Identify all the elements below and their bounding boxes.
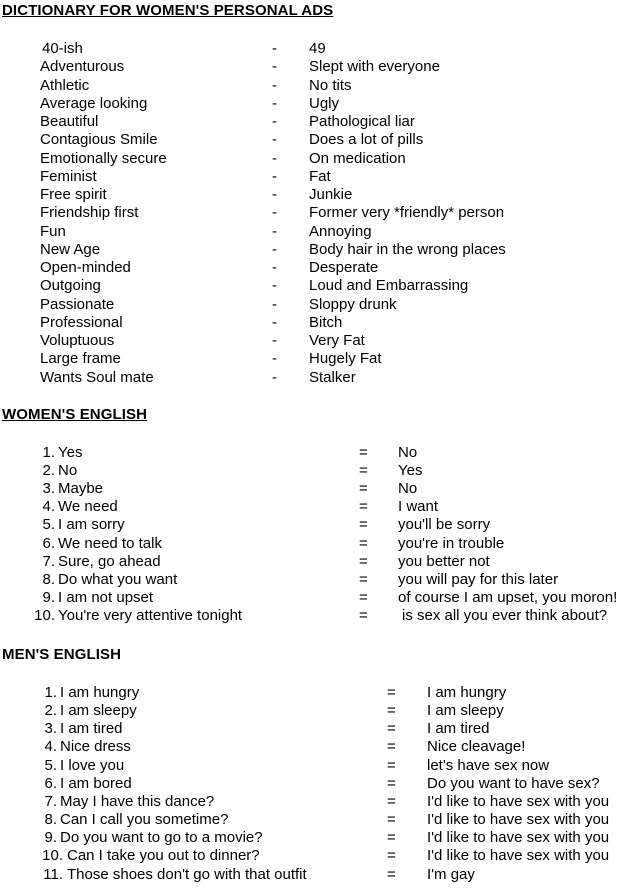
separator: - [272, 313, 277, 331]
ad-meaning: Junkie [309, 186, 353, 203]
ad-meaning: Body hair in the wrong places [309, 240, 506, 258]
item-number: 1. [44, 684, 57, 701]
item-number: 11. [43, 865, 63, 883]
phrase: Maybe [58, 480, 104, 498]
list-item [0, 589, 641, 607]
equals-sign: = [387, 684, 396, 701]
phrase: I am not upset [58, 588, 154, 606]
meaning: No [398, 444, 418, 461]
separator: - [272, 295, 277, 313]
list-item [0, 259, 641, 277]
list-item [0, 829, 641, 847]
meaning: you better not [398, 552, 490, 570]
list-item [0, 168, 641, 186]
equals-sign: = [359, 606, 368, 624]
list-item [0, 866, 641, 884]
meaning: I'd like to have sex with you [427, 811, 610, 829]
item-number: 4. [44, 738, 57, 756]
ad-meaning: Pathological liar [309, 113, 415, 130]
ad-meaning: Does a lot of pills [309, 131, 424, 149]
meaning: of course I am upset, you moron! [398, 588, 618, 606]
item-number: 4. [42, 498, 55, 516]
list-item [0, 720, 641, 738]
equals-sign: = [387, 811, 396, 829]
ad-meaning: Sloppy drunk [309, 295, 397, 313]
list-item [0, 847, 641, 865]
meaning: I'd like to have sex with you [427, 792, 610, 810]
phrase: May I have this dance? [60, 792, 215, 810]
list-item [0, 223, 641, 241]
phrase: We need to talk [58, 534, 162, 552]
separator: - [272, 167, 277, 185]
list-item [0, 204, 641, 222]
meaning: I am sleepy [427, 702, 504, 720]
phrase: Can I call you sometime? [60, 811, 229, 829]
equals-sign: = [387, 829, 396, 847]
equals-sign: = [359, 516, 368, 534]
list-item [0, 186, 641, 204]
list-item [0, 811, 641, 829]
separator: - [272, 204, 277, 222]
ad-term: Voluptuous [40, 332, 115, 349]
equals-sign: = [387, 738, 396, 756]
meaning: you're in trouble [398, 534, 505, 552]
list-item [0, 480, 641, 498]
section-title-personal-ads: DICTIONARY FOR WOMEN'S PERSONAL ADS [2, 2, 334, 19]
equals-sign: = [359, 588, 368, 606]
separator: - [272, 76, 277, 94]
list-item [0, 150, 641, 168]
phrase: Do what you want [58, 570, 178, 588]
list-item [0, 40, 641, 58]
equals-sign: = [387, 702, 396, 720]
meaning: I'd like to have sex with you [427, 829, 610, 847]
separator: - [272, 350, 277, 368]
phrase: Do you want to go to a movie? [60, 829, 263, 847]
phrase: I am sleepy [60, 702, 137, 720]
item-number: 7. [44, 792, 57, 810]
ad-meaning: 49 [309, 40, 326, 57]
meaning: I'm gay [427, 865, 475, 883]
ad-meaning: Hugely Fat [309, 350, 382, 368]
equals-sign: = [387, 865, 396, 883]
list-item [0, 607, 641, 625]
item-number: 9. [42, 588, 55, 606]
equals-sign: = [387, 792, 396, 810]
equals-sign: = [387, 720, 396, 738]
ad-term: Beautiful [40, 113, 99, 130]
item-number: 1. [42, 444, 55, 461]
item-number: 3. [42, 480, 55, 498]
equals-sign: = [359, 570, 368, 588]
item-number: 8. [44, 811, 57, 829]
equals-sign: = [359, 552, 368, 570]
meaning: No [398, 480, 418, 498]
list-item [0, 277, 641, 295]
meaning: is sex all you ever think about? [402, 606, 608, 624]
phrase: Nice dress [60, 738, 131, 756]
meaning: I want [398, 498, 439, 516]
ad-meaning: Very Fat [309, 332, 365, 349]
equals-sign: = [387, 774, 396, 792]
separator: - [272, 332, 277, 349]
item-number: 7. [42, 552, 55, 570]
ad-term: New Age [40, 240, 101, 258]
equals-sign: = [359, 534, 368, 552]
list-item [0, 332, 641, 350]
list-item [0, 350, 641, 368]
ad-meaning: Slept with everyone [309, 58, 440, 76]
phrase: You're very attentive tonight [58, 606, 243, 624]
ad-term: Open-minded [40, 259, 131, 276]
meaning: I'd like to have sex with you [427, 847, 610, 865]
item-number: 10. [34, 606, 55, 624]
list-item [0, 369, 641, 387]
ad-term: Large frame [40, 350, 121, 368]
phrase: I love you [60, 756, 125, 774]
equals-sign: = [387, 847, 396, 865]
ad-meaning: Bitch [309, 313, 343, 331]
phrase: Yes [58, 444, 83, 461]
list-item [0, 58, 641, 76]
equals-sign: = [359, 498, 368, 516]
item-number: 5. [42, 516, 55, 534]
meaning: I am hungry [427, 684, 507, 701]
separator: - [272, 131, 277, 149]
list-item [0, 241, 641, 259]
phrase: I am bored [60, 774, 132, 792]
equals-sign: = [359, 480, 368, 498]
ad-term: Average looking [40, 94, 148, 112]
ad-term: Passionate [40, 295, 115, 313]
phrase: I am sorry [58, 516, 125, 534]
separator: - [272, 368, 277, 386]
ad-term: 40-ish [42, 40, 83, 57]
ad-meaning: Desperate [309, 259, 379, 276]
ad-meaning: Former very *friendly* person [309, 204, 505, 222]
list-item [0, 793, 641, 811]
ad-term: Free spirit [40, 186, 107, 203]
list-item [0, 95, 641, 113]
ad-term: Contagious Smile [40, 131, 158, 149]
list-item [0, 702, 641, 720]
phrase: Those shoes don't go with that outfit [67, 865, 307, 883]
section-title-womens-english: WOMEN'S ENGLISH [2, 406, 148, 423]
equals-sign: = [359, 444, 368, 461]
ad-term: Emotionally secure [40, 149, 167, 167]
list-item [0, 314, 641, 332]
meaning: you will pay for this later [398, 570, 559, 588]
list-item [0, 684, 641, 702]
separator: - [272, 40, 277, 57]
ad-meaning: Loud and Embarrassing [309, 277, 469, 295]
separator: - [272, 94, 277, 112]
separator: - [272, 58, 277, 76]
list-item [0, 775, 641, 793]
list-item [0, 77, 641, 95]
list-item [0, 462, 641, 480]
equals-sign: = [387, 756, 396, 774]
phrase: I am hungry [60, 684, 140, 701]
item-number: 3. [44, 720, 57, 738]
list-item [0, 444, 641, 462]
item-number: 8. [42, 570, 55, 588]
separator: - [272, 113, 277, 130]
ad-meaning: Ugly [309, 94, 340, 112]
phrase: We need [58, 498, 118, 516]
meaning: you'll be sorry [398, 516, 491, 534]
item-number: 2. [42, 462, 55, 480]
ad-term: Professional [40, 313, 123, 331]
meaning: I am tired [427, 720, 490, 738]
separator: - [272, 259, 277, 276]
ad-meaning: Fat [309, 167, 331, 185]
phrase: Can I take you out to dinner? [67, 847, 260, 865]
item-number: 6. [42, 534, 55, 552]
ad-term: Feminist [40, 167, 97, 185]
phrase: Sure, go ahead [58, 552, 161, 570]
ad-term: Fun [40, 222, 66, 240]
ad-term: Adventurous [40, 58, 125, 76]
item-number: 9. [44, 829, 57, 847]
ad-meaning: No tits [309, 76, 352, 94]
meaning: let's have sex now [427, 756, 550, 774]
meaning: Do you want to have sex? [427, 774, 600, 792]
separator: - [272, 149, 277, 167]
separator: - [272, 186, 277, 203]
ad-meaning: On medication [309, 149, 406, 167]
list-item [0, 757, 641, 775]
ad-meaning: Stalker [309, 368, 356, 386]
meaning: Yes [398, 462, 423, 480]
ad-meaning: Annoying [309, 222, 372, 240]
ad-term: Friendship first [40, 204, 139, 222]
list-item [0, 553, 641, 571]
list-item [0, 296, 641, 314]
phrase: No [58, 462, 78, 480]
list-item [0, 535, 641, 553]
item-number: 6. [44, 774, 57, 792]
list-item [0, 571, 641, 589]
ad-term: Athletic [40, 76, 90, 94]
equals-sign: = [359, 462, 368, 480]
item-number: 10. [42, 847, 63, 865]
meaning: Nice cleavage! [427, 738, 526, 756]
separator: - [272, 240, 277, 258]
list-item [0, 131, 641, 149]
item-number: 5. [44, 756, 57, 774]
list-item [0, 498, 641, 516]
list-item [0, 516, 641, 534]
phrase: I am tired [60, 720, 123, 738]
ad-term: Wants Soul mate [40, 368, 154, 386]
section-title-mens-english: MEN'S ENGLISH [2, 646, 122, 663]
list-item [0, 113, 641, 131]
separator: - [272, 222, 277, 240]
separator: - [272, 277, 277, 295]
item-number: 2. [44, 702, 57, 720]
list-item [0, 738, 641, 756]
ad-term: Outgoing [40, 277, 101, 295]
